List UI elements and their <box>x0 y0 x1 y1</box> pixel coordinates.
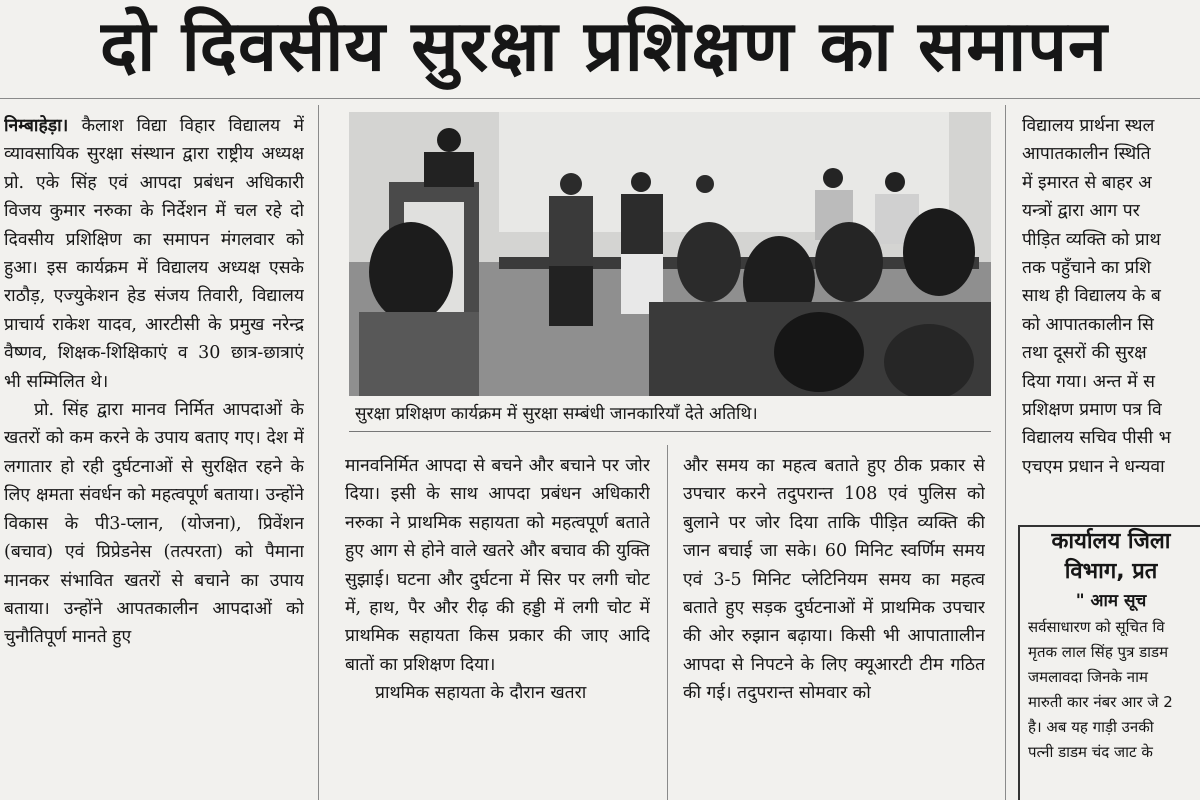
article-column-2-paragraph-2: प्राथमिक सहायता के दौरान खतरा <box>375 683 587 704</box>
column-4-line: प्रशिक्षण प्रमाण पत्र वि <box>1022 400 1162 421</box>
article-column-4 <box>1022 112 1200 522</box>
notice-body-line: सर्वसाधारण को सूचित वि <box>1028 618 1165 636</box>
notice-body-line: मृतक लाल सिंह पुत्र डाडम <box>1028 643 1169 661</box>
column-divider <box>318 105 319 800</box>
event-photo <box>349 112 991 396</box>
photo-caption: सुरक्षा प्रशिक्षण कार्यक्रम में सुरक्षा सम्बंधी जानकारियाँ देते अतिथि। <box>349 396 991 432</box>
article-column-2 <box>345 452 650 800</box>
article-column-2-text: मानवनिर्मित आपदा से बचने और बचाने पर जोर दिया। इसी के साथ आपदा प्रबंधन अधिकारी नरुका ने प्राथमिक सहायता को महत्वपूर्ण बताते हुए आग से होने वाले खतरे और बचाव की युक्ति सुझाई। घटना और दुर्घटना में सिर पर लगी चोट में, हाथ, पैर और रीढ़ की हड्डी में लगी चोट में प्राथमिक सहायता किस प्रकार की जाए आदि बातों का प्रशिक्षण दिया। <box>345 456 650 675</box>
article-column-1 <box>4 112 304 800</box>
column-4-line: साथ ही विद्यालय के ब <box>1022 286 1161 307</box>
column-4-line: तथा दूसरों की सुरक्ष <box>1022 343 1147 364</box>
dateline: निम्बाहेड़ा। <box>4 116 69 136</box>
column-4-line: एचएम प्रधान ने धन्यवा <box>1022 456 1165 477</box>
column-4-line: पीड़ित व्यक्ति को प्राथ <box>1022 229 1161 250</box>
headline-divider <box>0 98 1200 99</box>
column-4-line: विद्यालय प्रार्थना स्थल <box>1022 116 1155 136</box>
article-column-3 <box>683 452 985 800</box>
article-paragraph-2: प्रो. सिंह द्वारा मानव निर्मित आपदाओं के खतरों को कम करने के उपाय बताए गए। देश में लगातार हो रही दुर्घटनाओं से सुरक्षित रहने के लिए क्षमता संवर्धन को महत्वपूर्ण बताया। उन्होंने विकास के पी3-प्लान, (योजना), प्रिवेंशन (बचाव) एवं प्रिप्रेडनेस (तत्परता) को पैमाना मानकर संभावित खतरों से बचाने का उपाय बताया। उन्होंने आपतकालीन आपदाओं को चुनौतिपूर्ण मानते हुए <box>4 400 304 648</box>
column-4-line: तक पहुँचाने का प्रशि <box>1022 258 1152 279</box>
column-divider <box>667 445 668 800</box>
column-divider <box>1005 105 1006 800</box>
notice-subtitle: " आम सूच <box>1075 591 1147 611</box>
article-column-3-text: और समय का महत्व बताते हुए ठीक प्रकार से उपचार करने तदुपरान्त 108 एवं पुलिस को बुलाने पर जोर दिया ताकि पीड़ित व्यक्ति की जान बचाई जा सके। 60 मिनिट स्वर्णिम समय एवं 3-5 मिनिट प्लेटिनियम समय का महत्व बताते हुए सड़क दुर्घटनाओं में प्राथमिक उपचार की ओर रुझान बढ़ाया। किसी भी आपाताालीन आपदा से निपटने के लिए क्यूआरटी टीम गठित की गई। तदुपरान्त सोमवार को <box>683 456 985 704</box>
column-4-line: यन्त्रों द्वारा आग पर <box>1022 201 1140 222</box>
column-4-line: में इमारत से बाहर अ <box>1022 172 1152 193</box>
column-4-line: विद्यालय सचिव पीसी भ <box>1022 428 1171 449</box>
notice-body-line: जमलावदा जिनके नाम <box>1028 668 1148 686</box>
column-4-line: को आपातकालीन सि <box>1022 314 1154 335</box>
public-notice <box>1018 525 1200 800</box>
notice-body-line: मारुती कार नंबर आर जे 2 <box>1028 693 1173 711</box>
notice-body-line: है। अब यह गाड़ी उनकी <box>1028 718 1154 736</box>
article-lead-paragraph: कैलाश विद्या विहार विद्यालय में व्यावसायिक सुरक्षा संस्थान द्वारा राष्ट्रीय अध्यक्ष प्रो. एके सिंह एवं आपदा प्रबंधन अधिकारी विजय कुमार नरुका के निर्देशन में चल रहे दो दिवसीय प्रशिक्षिण का समापन मंगलवार को हुआ। इस कार्यक्रम में विद्यालय अध्यक्ष एसके राठौड़, एज्युकेशन हेड संजय तिवारी, विद्यालय प्राचार्य राकेश यादव, आरटीसी के प्रमुख नरेन्द्र वैष्णव, शिक्षक-शिक्षिकाएं व 30 छात्र-छात्राएं भी सम्मिलित थे। <box>4 116 304 392</box>
notice-title-line-2: विभाग, प्रत <box>1064 559 1158 584</box>
event-photo-image <box>349 112 991 396</box>
column-4-line: दिया गया। अन्त में स <box>1022 371 1155 392</box>
headline: दो दिवसीय सुरक्षा प्रशिक्षण का समापन <box>100 4 1108 87</box>
notice-body-line: पत्नी डाडम चंद जाट के <box>1028 743 1153 761</box>
notice-title-line-1: कार्यालय जिला <box>1051 529 1171 554</box>
column-4-line: आपातकालीन स्थिति <box>1022 144 1151 165</box>
